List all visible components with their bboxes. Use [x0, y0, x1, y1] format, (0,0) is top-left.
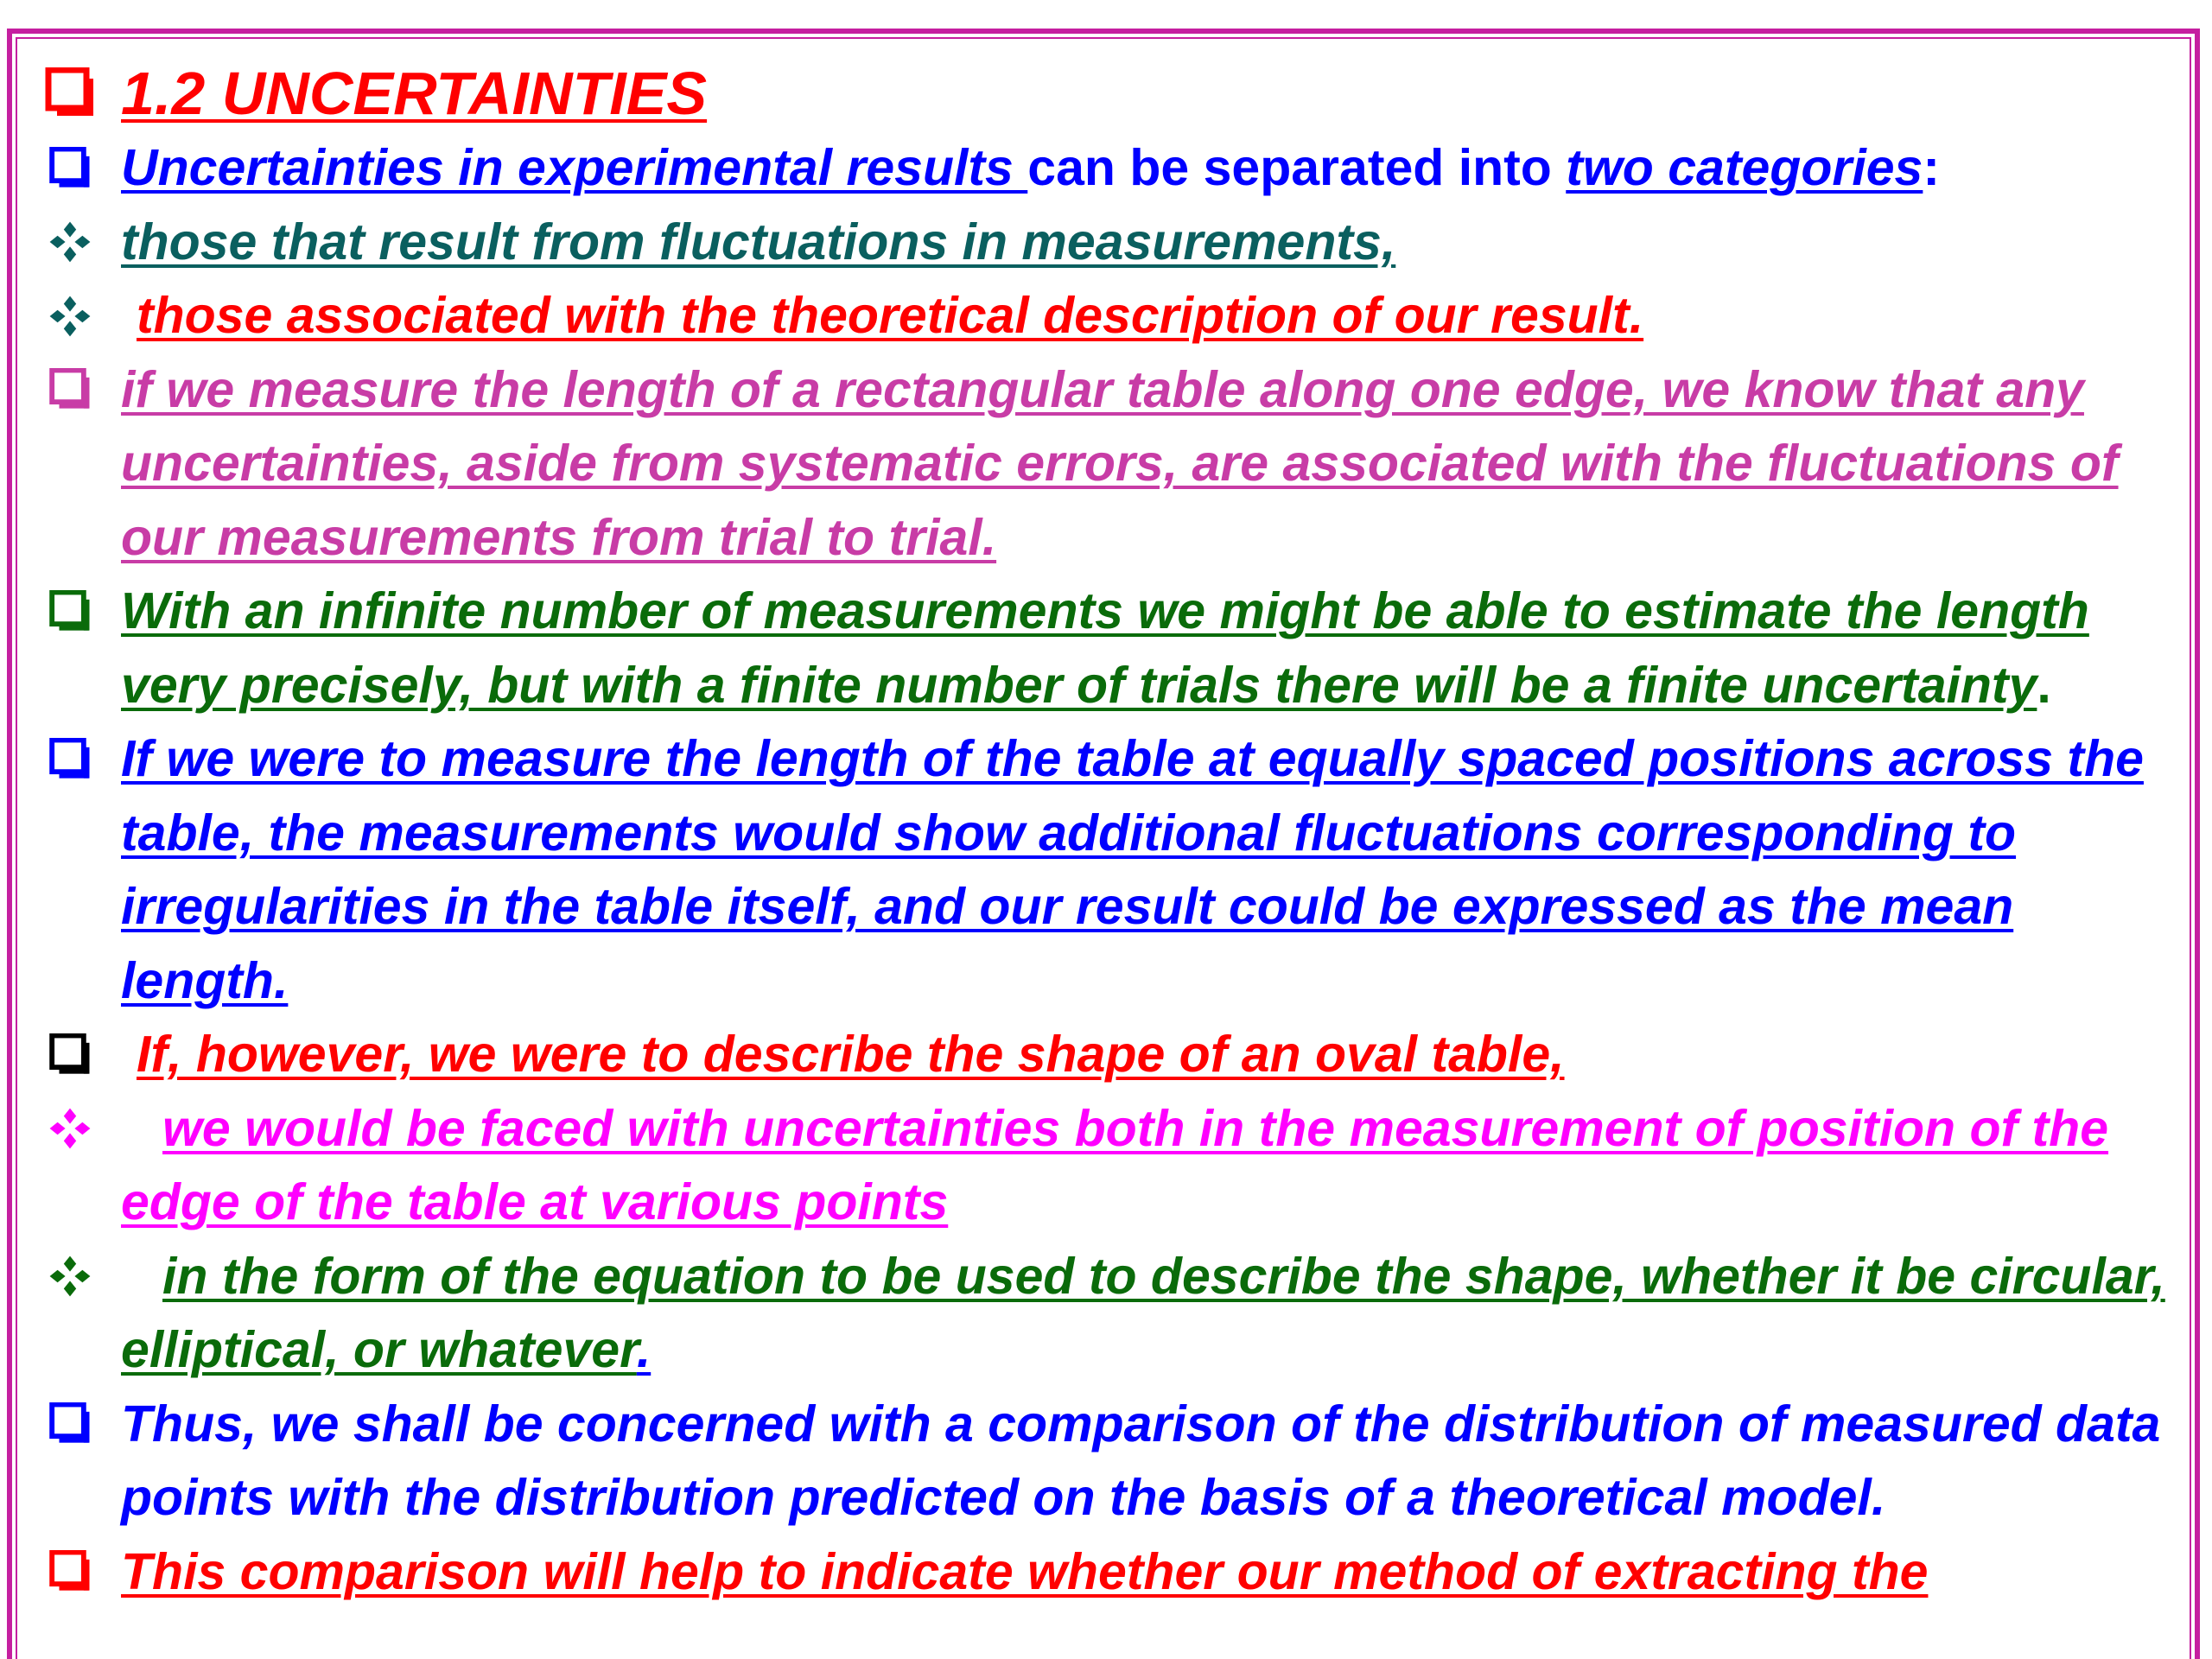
item-text: those associated with the theoretical description of our result.	[137, 287, 1644, 344]
checkbox-icon	[40, 1018, 100, 1092]
list-item	[35, 206, 2177, 280]
list-item	[35, 279, 2177, 353]
item-text: .	[2037, 656, 2051, 714]
item-text: we would be faced with uncertainties both in the measurement of position of the edge of the table at various points	[121, 1099, 2109, 1230]
list-item	[35, 1092, 2177, 1240]
item-text: With an infinite number of measurements we might be able to estimate the length very precisely, but with a finite number of trials there will be a finite uncertainty	[121, 582, 2089, 714]
title-text: 1.2 UNCERTAINTIES	[121, 60, 708, 127]
diamond-icon	[40, 1240, 100, 1314]
list-item	[35, 1535, 2177, 1610]
checkbox-icon	[40, 131, 100, 206]
list-item	[35, 1388, 2177, 1535]
item-text: .	[636, 1321, 652, 1378]
list-item	[35, 1018, 2177, 1092]
item-text: two categories	[1566, 139, 1923, 196]
item-text: can be separated into	[1027, 139, 1567, 196]
diamond-icon	[40, 1092, 100, 1166]
list-item	[35, 131, 2177, 206]
list-item	[35, 575, 2177, 722]
checkbox-icon	[40, 1535, 100, 1610]
diamond-icon	[40, 279, 100, 353]
list-item	[35, 722, 2177, 1018]
item-text: those that result from fluctuations in measurements,	[121, 213, 1396, 270]
item-text: :	[1923, 139, 1941, 196]
item-text: if we measure the length of a rectangular table along one edge, we know that any uncertainties, aside from systematic errors, are associated with the fluctuations of our measurements from trial to trial.	[121, 360, 2119, 566]
list-item	[35, 353, 2177, 575]
item-text: Uncertainties in experimental results	[121, 139, 1028, 196]
item-text: If, however, we were to describe the shape of an oval table,	[137, 1026, 1565, 1083]
checkbox-icon	[40, 1388, 100, 1462]
slide-title	[35, 50, 2177, 137]
item-text: If we were to measure the length of the table at equally spaced positions across the table, the measurements would show additional fluctuations corresponding to irregularities in the table itself, and our result could be expressed as the mean length.	[121, 730, 2144, 1009]
list-item	[35, 1240, 2177, 1388]
diamond-icon	[40, 206, 100, 280]
item-text: in the form of the equation to be used to describe the shape, whether it be circular, elliptical, or whatever	[121, 1247, 2165, 1378]
item-text: Thus, we shall be concerned with a comparison of the distribution of measured data points with the distribution predicted on the basis of a theoretical model.	[121, 1395, 2161, 1526]
item-text: This comparison will help to indicate whether our method of extracting the	[121, 1542, 1929, 1600]
checkbox-icon	[40, 353, 100, 428]
checkbox-icon	[40, 50, 100, 137]
slide-content	[35, 50, 2177, 1609]
checkbox-icon	[40, 722, 100, 797]
checkbox-icon	[40, 575, 100, 649]
